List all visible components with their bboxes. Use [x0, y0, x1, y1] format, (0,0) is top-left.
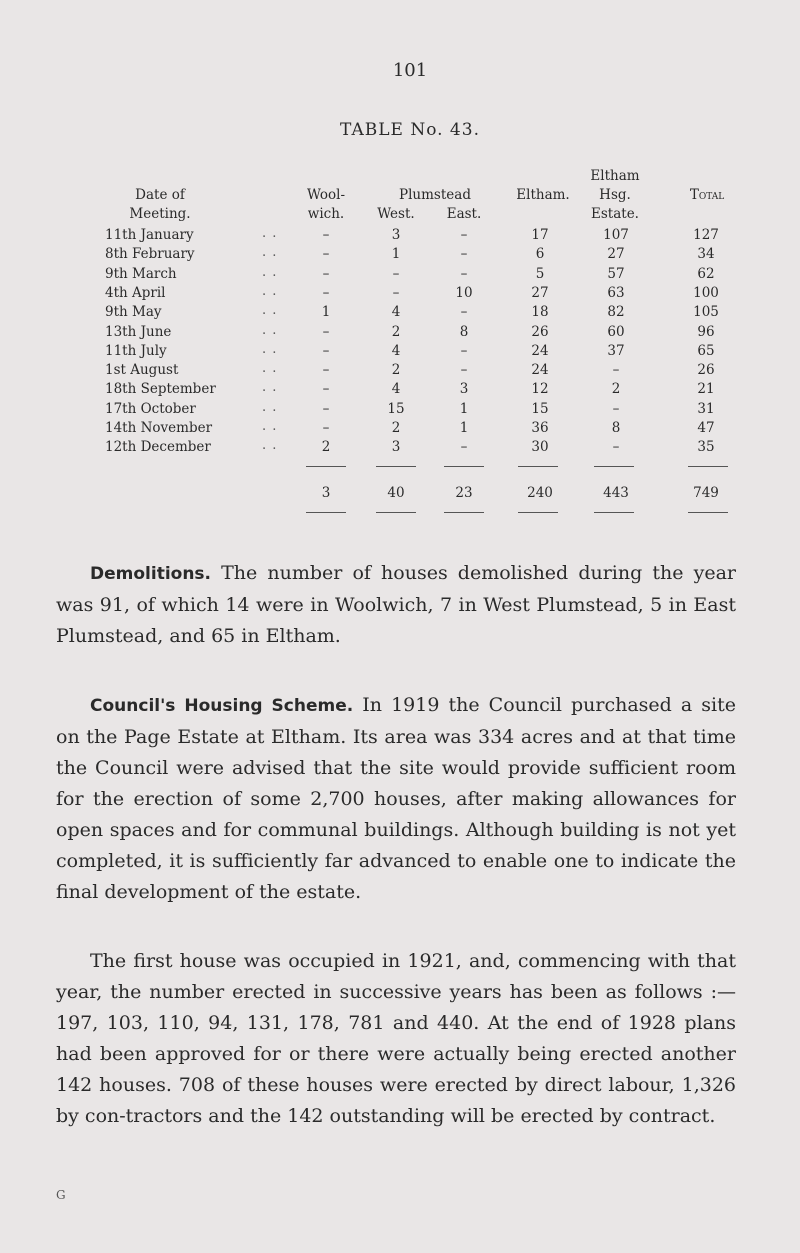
cell-total: 105 [693, 304, 719, 321]
cell-east: – [460, 362, 468, 379]
header-plumstead-east: East. [446, 206, 482, 222]
row-date: 11th July [105, 342, 167, 359]
row-date: 13th June [105, 323, 172, 340]
cell-east: 10 [455, 284, 473, 301]
dot-leaders: . . [262, 399, 278, 415]
signature-mark: G [56, 1188, 66, 1202]
cell-woolwich: – [322, 420, 330, 436]
cell-total: 65 [697, 342, 715, 359]
table-title: TABLE No. 43. [340, 120, 480, 140]
total-rule [376, 512, 416, 513]
row-date: 18th September [105, 381, 216, 398]
header-date: Date of Meeting. [129, 187, 191, 222]
dot-leaders: . . [262, 419, 278, 434]
dot-leaders: . . [262, 322, 278, 338]
row-date: 17th October [105, 400, 196, 417]
cell-eltham: 6 [535, 246, 545, 263]
dot-leaders: . . [262, 264, 278, 280]
dot-leaders: . . [262, 226, 278, 241]
cell-woolwich: – [322, 400, 330, 417]
dot-leaders: . . [262, 341, 278, 357]
row-date: 12th December [105, 439, 211, 456]
cell-woolwich: – [322, 265, 330, 282]
cell-west: 4 [391, 342, 401, 359]
row-date: 11th January [105, 227, 194, 243]
cell-eltham: 12 [531, 381, 549, 398]
cell-east: 8 [459, 323, 469, 340]
cell-hsg: 37 [607, 342, 625, 359]
cell-west: 4 [391, 304, 401, 321]
cell-woolwich: – [322, 284, 330, 301]
total-rule [376, 466, 416, 467]
cell-total: 62 [697, 265, 715, 282]
cell-west: 2 [391, 420, 401, 436]
cell-eltham: 24 [531, 362, 549, 379]
cell-hsg: – [612, 400, 620, 417]
cell-eltham: 36 [531, 420, 549, 436]
total-woolwich: 3 [321, 485, 331, 501]
cell-total: 34 [697, 246, 715, 263]
cell-eltham: 18 [531, 304, 549, 321]
header-eltham-hsg-estate: Eltham Hsg. Estate. [590, 168, 640, 222]
dot-leaders: . . [262, 438, 278, 454]
cell-total: 21 [697, 381, 715, 398]
row-date: 4th April [105, 284, 166, 301]
cell-east: – [460, 304, 468, 321]
cell-eltham: 26 [531, 323, 549, 340]
total-rule [594, 466, 634, 467]
cell-total: 127 [693, 227, 719, 243]
cell-hsg: 107 [603, 227, 629, 243]
cell-eltham: 15 [531, 400, 549, 417]
total-total: 749 [693, 485, 719, 501]
dot-leaders: . . [262, 245, 278, 261]
total-rule [518, 466, 558, 467]
total-rule [444, 466, 484, 467]
total-rule [306, 466, 346, 467]
cell-eltham: 17 [531, 227, 549, 243]
total-eltham: 240 [527, 485, 553, 501]
cell-eltham: 5 [535, 265, 545, 282]
cell-east: 3 [459, 381, 469, 398]
cell-woolwich: – [322, 362, 330, 379]
cell-total: 26 [697, 362, 715, 379]
cell-hsg: 57 [607, 265, 625, 282]
row-date: 1st August [105, 362, 179, 379]
cell-west: 2 [391, 362, 401, 379]
cell-east: 1 [459, 420, 469, 436]
cell-west: 2 [391, 323, 401, 340]
total-east: 23 [455, 485, 473, 501]
cell-total: 100 [693, 284, 719, 301]
row-date: 9th March [105, 265, 177, 282]
demolitions-heading: Demolitions. [90, 564, 212, 584]
total-rule [444, 512, 484, 513]
cell-east: 1 [459, 400, 469, 417]
cell-total: 96 [697, 323, 715, 340]
housing-text: In 1919 the Council purchased a site on the Page Estate at Eltham. Its area was 334 acres and at that time the Council were advised that the site would provide sufficient room for the erection of some 2,700 houses, after making allowances for open spaces and for communal buildings. Although building is not yet completed, it is sufficiently far advanced to enable one to indicate the final development of the estate. [56, 694, 736, 903]
total-rule [594, 512, 634, 513]
cell-west: 3 [391, 439, 401, 456]
cell-hsg: 27 [607, 246, 625, 263]
cell-woolwich: – [322, 342, 330, 359]
dot-leaders: . . [262, 283, 278, 299]
cell-east: – [460, 246, 468, 263]
cell-woolwich: – [322, 227, 330, 243]
total-west: 40 [387, 485, 405, 501]
row-date: 8th February [105, 246, 195, 263]
header-eltham: Eltham. [516, 187, 570, 203]
dot-leaders: . . [262, 361, 278, 377]
cell-hsg: – [612, 439, 620, 456]
cell-woolwich: – [322, 381, 330, 398]
cell-eltham: 30 [531, 439, 549, 456]
cell-west: 3 [391, 227, 401, 243]
cell-hsg: 2 [611, 381, 621, 398]
total-rule [518, 512, 558, 513]
header-plumstead: Plumstead [399, 187, 471, 203]
total-hsg: 443 [603, 485, 629, 501]
cell-west: – [392, 265, 400, 282]
page-number: 101 [392, 60, 428, 81]
cell-east: – [460, 439, 468, 456]
cell-hsg: – [612, 362, 620, 379]
cell-east: – [460, 227, 468, 243]
cell-woolwich: – [322, 246, 330, 263]
demolitions-text: The number of houses demolished during the year was 91, of which 14 were in Woolwich, 7 in West Plumstead, 5 in East Plumstead, and 65 in Eltham. [56, 562, 736, 647]
total-rule [306, 512, 346, 513]
cell-woolwich: 1 [321, 304, 331, 321]
header-plumstead-west: West. [377, 206, 415, 222]
total-rule [688, 512, 728, 513]
cell-west: 15 [387, 400, 405, 417]
cell-west: 4 [391, 381, 401, 398]
cell-hsg: 8 [611, 420, 621, 436]
cell-west: 1 [391, 246, 401, 263]
housing-heading: Council's Housing Scheme. [90, 696, 354, 716]
cell-woolwich: 2 [321, 439, 331, 456]
cell-total: 31 [697, 400, 715, 417]
demolitions-paragraph [56, 558, 736, 652]
header-total: Total [689, 187, 725, 203]
first-house-paragraph [56, 946, 736, 1132]
row-date: 9th May [105, 304, 162, 321]
cell-west: – [392, 284, 400, 301]
cell-woolwich: – [322, 323, 330, 340]
housing-paragraph [56, 690, 736, 908]
cell-total: 47 [697, 420, 715, 436]
header-woolwich: Wool- wich. [306, 187, 346, 222]
cell-eltham: 24 [531, 342, 549, 359]
cell-eltham: 27 [531, 284, 549, 301]
cell-east: – [460, 265, 468, 282]
first-house-text: The first house was occupied in 1921, and, commencing with that year, the number erected in successive years has been as follows :—197, 103, 110, 94, 131, 178, 781 and 440. At the end of 1928 plans had been approved for or there were actually being erected another 142 houses. 708 of these houses were erected by direct labour, 1,326 by con-tractors and the 142 outstanding will be erected by contract. [56, 950, 736, 1127]
dot-leaders: . . [262, 303, 278, 319]
cell-hsg: 60 [607, 323, 625, 340]
total-rule [688, 466, 728, 467]
row-date: 14th November [105, 420, 213, 436]
cell-hsg: 82 [607, 304, 625, 321]
cell-east: – [460, 342, 468, 359]
cell-total: 35 [697, 439, 715, 456]
dot-leaders: . . [262, 380, 278, 396]
cell-hsg: 63 [607, 284, 625, 301]
